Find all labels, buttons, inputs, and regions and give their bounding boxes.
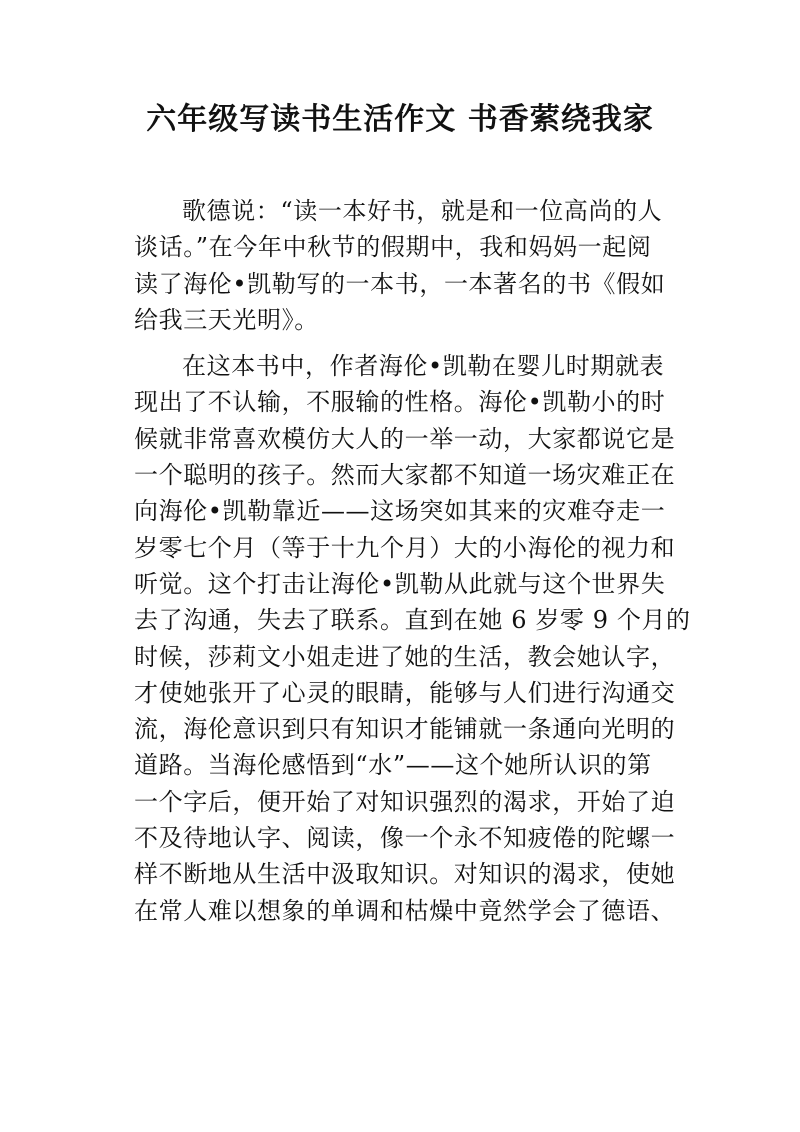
page-title: 六年级写读书生活作文 书香萦绕我家 (146, 102, 654, 137)
text-line: 岁零七个月（等于十九个月）大的小海伦的视力和 (134, 533, 676, 562)
text-line: 才使她张开了心灵的眼睛，能够与人们进行沟通交 (134, 678, 676, 707)
text-line: 不及待地认字、阅读，像一个永不知疲倦的陀螺一 (134, 824, 676, 853)
document-body (134, 193, 691, 929)
text-line: 在这本书中，作者海伦•凯勒在婴儿时期就表 (182, 352, 665, 381)
text-line: 一个字后，便开始了对知识强烈的渴求，开始了迫 (134, 787, 676, 816)
text-line: 时候，莎莉文小姐走进了她的生活，教会她认字， (134, 642, 676, 671)
text-line: 给我三天光明》。 (134, 305, 319, 334)
text-line: 谈话。”在今年中秋节的假期中，我和妈妈一起阅 (134, 233, 652, 262)
text-line: 向海伦•凯勒靠近——这场突如其来的灾难夺走一 (134, 497, 666, 526)
text-line: 一个聪明的孩子。然而大家都不知道一场灾难正在 (134, 461, 676, 490)
text-line: 道路。当海伦感悟到“水”——这个她所认识的第 (134, 751, 652, 780)
text-line: 样不断地从生活中汲取知识。对知识的渴求，使她 (134, 860, 676, 889)
text-line: 歌德说：“读一本好书，就是和一位高尚的人 (182, 197, 663, 225)
text-line: 听觉。这个打击让海伦•凯勒从此就与这个世界失 (134, 569, 666, 598)
text-line: 去了沟通，失去了联系。直到在她 6 岁零 9 个月的 (134, 606, 691, 635)
text-line: 流，海伦意识到只有知识才能铺就一条通向光明的 (134, 715, 676, 744)
text-line: 在常人难以想象的单调和枯燥中竟然学会了德语、 (134, 896, 676, 925)
paragraph-1 (134, 193, 674, 338)
text-line: 现出了不认输，不服输的性格。海伦•凯勒小的时 (134, 388, 666, 417)
paragraph-2 (134, 348, 691, 929)
text-line: 候就非常喜欢模仿大人的一举一动，大家都说它是 (134, 424, 676, 453)
text-line: 读了海伦•凯勒写的一本书，一本著名的书《假如 (134, 269, 666, 298)
